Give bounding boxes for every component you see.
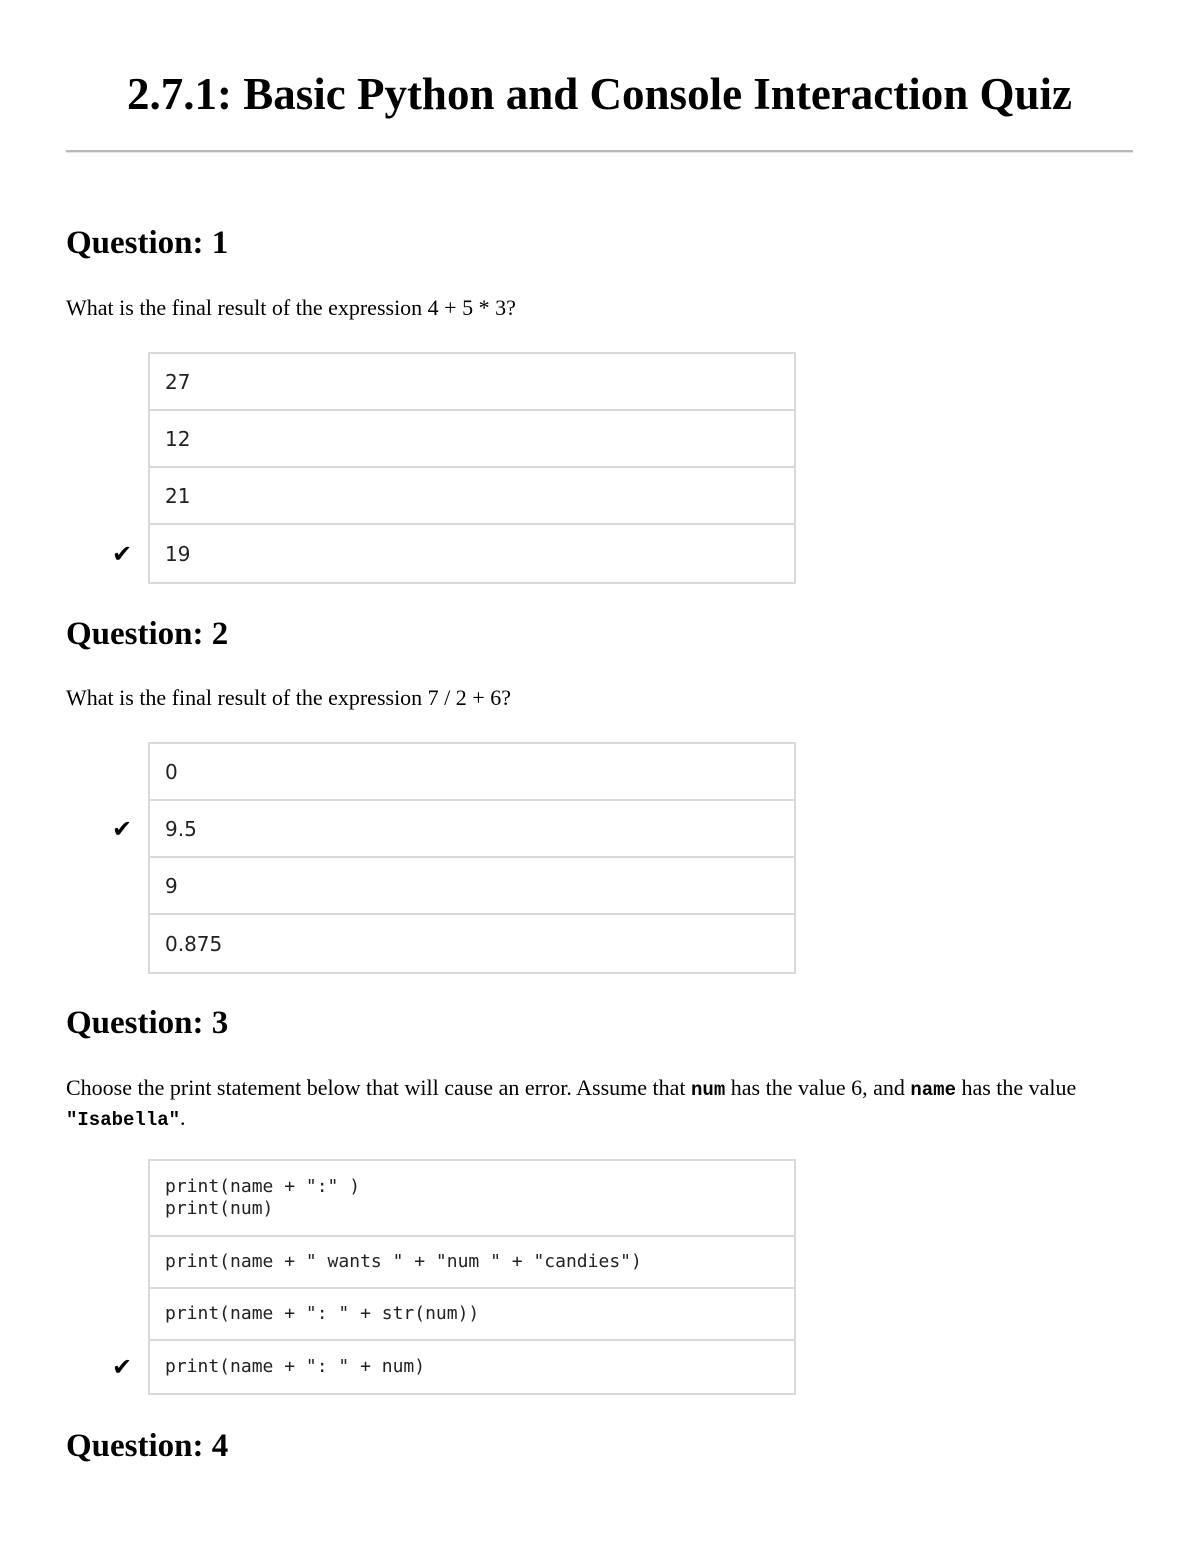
answer-text: 0	[165, 759, 178, 784]
question-heading: Question: 4	[66, 1428, 229, 1464]
answer-text: 12	[165, 426, 191, 451]
answer-text: 19	[165, 541, 191, 566]
question-1	[66, 224, 1133, 568]
answer-option[interactable]	[150, 1237, 794, 1289]
question-4	[66, 1427, 1133, 1465]
answer-list	[111, 1159, 796, 1395]
answer-code-line: print(name + ":" )	[165, 1176, 361, 1197]
question-2	[66, 615, 1133, 956]
answer-list	[111, 742, 796, 974]
check-mark-icon: ✔	[111, 1353, 133, 1381]
answer-code: print(name + " wants " + "num " + "candies")	[165, 1251, 642, 1272]
answer-option[interactable]	[150, 1161, 794, 1237]
answer-code: print(name + ": " + num)	[165, 1356, 426, 1377]
quiz-page	[66, 0, 1133, 1464]
answer-text: 27	[165, 369, 191, 394]
answer-option-correct[interactable]	[111, 1341, 794, 1393]
answer-option[interactable]	[150, 858, 794, 915]
answer-option[interactable]	[150, 354, 794, 411]
answer-option[interactable]	[150, 1289, 794, 1341]
answer-option-correct[interactable]	[111, 525, 794, 582]
answer-option[interactable]	[150, 468, 794, 525]
question-3	[66, 1004, 1133, 1381]
answer-text: 9.5	[165, 816, 197, 841]
check-mark-icon: ✔	[111, 539, 133, 568]
question-heading: Question: 1	[66, 225, 229, 261]
question-prompt: What is the final result of the expression 7 / 2 + 6?	[66, 685, 511, 710]
check-mark-icon: ✔	[111, 814, 133, 843]
answer-option-correct[interactable]	[111, 801, 794, 858]
inline-code: name	[910, 1079, 956, 1101]
page-title: 2.7.1: Basic Python and Console Interaction Quiz	[126, 69, 1073, 119]
answer-option[interactable]	[150, 411, 794, 468]
question-heading: Question: 3	[66, 1005, 229, 1041]
question-heading: Question: 2	[66, 616, 229, 652]
answer-code-line: print(num)	[165, 1198, 274, 1219]
answer-code: print(name + ": " + str(num))	[165, 1303, 480, 1324]
question-prompt: What is the final result of the expression 4 + 5 * 3?	[66, 295, 516, 320]
title-divider	[66, 150, 1133, 153]
answer-option[interactable]	[150, 744, 794, 801]
answer-option[interactable]	[150, 915, 794, 972]
answer-text: 9	[165, 873, 178, 898]
question-prompt: Choose the print statement below that will cause an error. Assume that num has the value 6, and name has the value "Isabella".	[66, 1075, 1077, 1131]
answer-text: 21	[165, 483, 191, 508]
inline-code: num	[691, 1079, 726, 1101]
answer-text: 0.875	[165, 931, 223, 956]
inline-code: "Isabella"	[66, 1109, 181, 1131]
answer-list	[111, 352, 796, 584]
